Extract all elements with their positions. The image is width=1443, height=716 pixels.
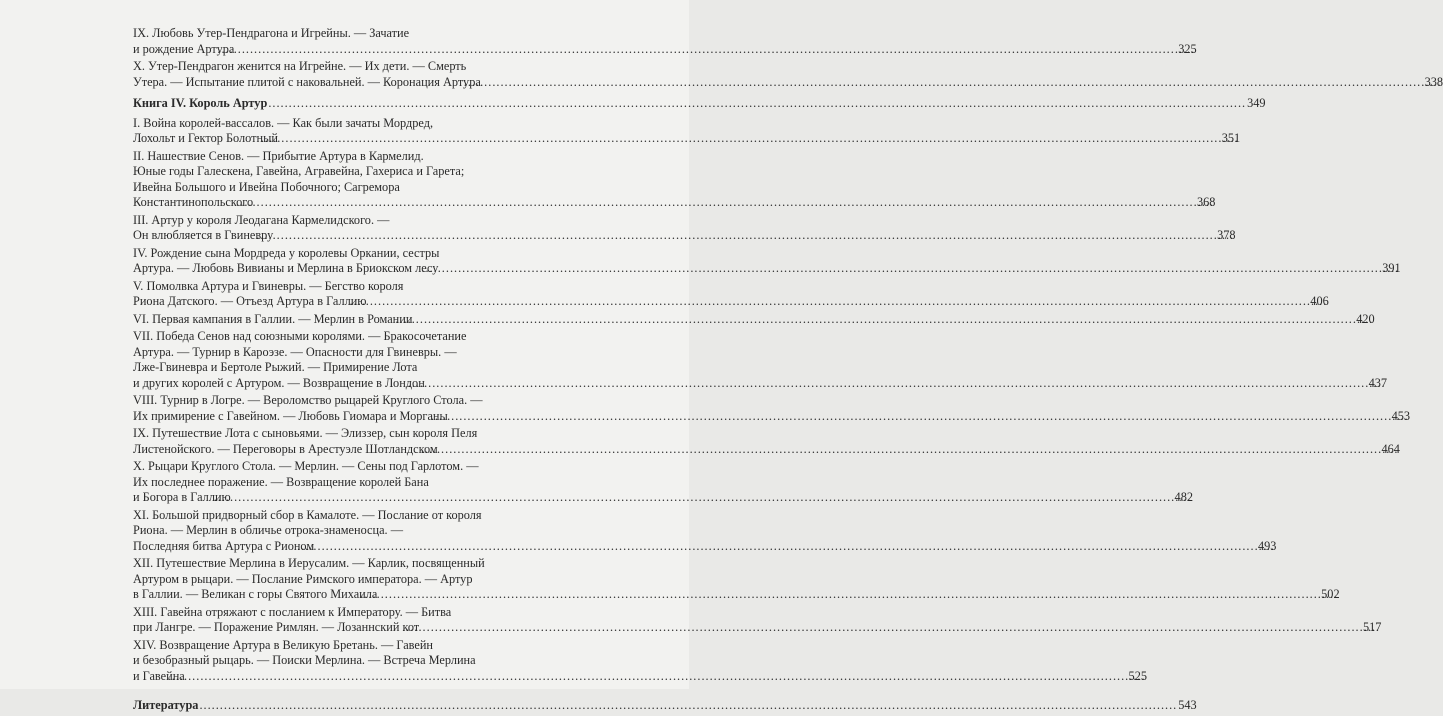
dot-leader [439,442,1399,458]
bibliography-title: Литература [133,698,198,714]
entry-text-line: XIV. Возвращение Артура в Великую Бретань. — Гавейн [151,638,543,654]
entry-text-line: Риона Датского. — Отъезд Артура в Галлию [151,294,366,310]
entry-text-line: Ивейна Большого и Ивейна Побочного; Сагремора [151,180,543,196]
toc-entry [133,556,543,603]
entry-text-line: Константинопольского [151,195,253,211]
entry-text-line: II. Нашествие Сенов. — Прибытие Артура в Кармелид. [151,149,543,165]
entry-text-line: Листенойского. — Переговоры в Арестуэле Шотландском [151,442,438,458]
toc-entry [133,149,543,211]
dot-leader [449,409,1409,425]
page-number: 543 [1178,698,1196,714]
entry-text-line: VII. Победа Сенов над союзными королями. — Бракосочетание [151,329,543,345]
entry-text-line: Риона. — Мерлин в обличье отрока-знаменосца. — [151,523,543,539]
entry-text-line: и Богора в Галлию [151,490,231,506]
entry-text-line: I. Война королей-вассалов. — Как были зачаты Мордред, [151,116,543,132]
entry-text-line: и других королей с Артуром. — Возвращение в Лондон [151,376,425,392]
dot-leader [186,669,1146,685]
toc-entry [133,116,543,147]
page-number: 349 [1247,96,1265,112]
dot-leader [378,587,1338,603]
entry-text-line: в Галлии. — Великан с горы Святого Михаила [151,587,377,603]
dot-leader [315,539,1275,555]
entry-text-line: и Гавейна [151,669,185,685]
dot-leader [199,698,1177,714]
entry-text-line: Он влюбляется в Гвиневру [151,228,273,244]
entry-text-line: и безобразный рыцарь. — Поиски Мерлина. — Встреча Мерлина [151,653,543,669]
entry-text-line: VIII. Турнир в Логре. — Вероломство рыцарей Круглого Стола. — [151,393,543,409]
entry-text-line: IX. Путешествие Лота с сыновьями. — Элиззер, сын короля Пеля [151,426,543,442]
toc-entry [133,213,543,244]
entry-text-line: IV. Рождение сына Мордреда у королевы Оркании, сестры [151,246,543,262]
table-of-contents [133,26,543,716]
book-title: Книга IV. Король Артур [133,96,267,112]
toc-entry [133,279,543,310]
entry-text-line: XIII. Гавейна отряжают с посланием к Императору. — Битва [151,605,543,621]
book-page [0,0,689,689]
toc-entry [133,246,543,277]
dot-leader [426,376,1386,392]
entry-text-line: IX. Любовь Утер-Пендрагона и Игрейны. — Зачатие [151,26,543,42]
entry-text-line: и рождение Артура [151,42,234,58]
entry-text-line: при Лангре. — Поражение Римлян. — Лозаннский кот [151,620,419,636]
entry-text-line: Их примирение с Гавейном. — Любовь Гиомара и Морганы [151,409,448,425]
dot-leader [254,195,1214,211]
toc-entry [133,329,543,391]
toc-entry [133,426,543,457]
dot-leader [235,42,1195,58]
dot-leader [439,261,1399,277]
toc-entry [133,508,543,555]
entry-text-line: Артура. — Турнир в Кароэзе. — Опасности для Гвиневры. — [151,345,543,361]
entry-text-line: X. Утер-Пендрагон женится на Игрейне. — Их дети. — Смерть [151,59,543,75]
entry-text-line: Последняя битва Артура с Рионом [151,539,314,555]
entry-text-line: Утера. — Испытание плитой с наковальней. — Коронация Артура [151,75,481,91]
dot-leader [232,490,1192,506]
dot-leader [274,228,1234,244]
toc-bibliography [133,698,543,714]
entry-text-line: XII. Путешествие Мерлина в Иерусалим. — Карлик, посвященный [151,556,543,572]
dot-leader [482,75,1442,91]
entry-text-line: Их последнее поражение. — Возвращение королей Бана [151,475,543,491]
dot-leader [279,131,1239,147]
entry-text-line: XI. Большой придворный сбор в Камалоте. — Послание от короля [151,508,543,524]
entry-text-line: Артуром в рыцари. — Послание Римского императора. — Артур [151,572,543,588]
entry-text-line: Лохольт и Гектор Болотный [151,131,278,147]
toc-entry [133,459,543,506]
toc-entry [133,393,543,424]
entry-text-line: Юные годы Галескена, Гавейна, Агравейна, Гахериса и Гарета; [151,164,543,180]
dot-leader [413,312,1373,328]
entry-text-line: Лже-Гвиневра и Бертоле Рыжий. — Примирение Лота [151,360,543,376]
entry-text-line: Артура. — Любовь Вивианы и Мерлина в Бриокском лесу [151,261,438,277]
toc-entry [133,312,543,328]
entry-text-line: X. Рыцари Круглого Стола. — Мерлин. — Сены под Гарлотом. — [151,459,543,475]
toc-entry [133,605,543,636]
toc-entry [133,59,543,90]
dot-leader [420,620,1380,636]
entry-text-line: V. Помолвка Артура и Гвиневры. — Бегство короля [151,279,543,295]
toc-book-heading [133,96,543,112]
entry-text-line: VI. Первая кампания в Галлии. — Мерлин в Романии [151,312,412,328]
dot-leader [367,294,1327,310]
toc-entry [133,638,543,685]
entry-text-line: III. Артур у короля Леодагана Кармелидского. — [151,213,543,229]
toc-entry [133,26,543,57]
dot-leader [268,96,1246,112]
